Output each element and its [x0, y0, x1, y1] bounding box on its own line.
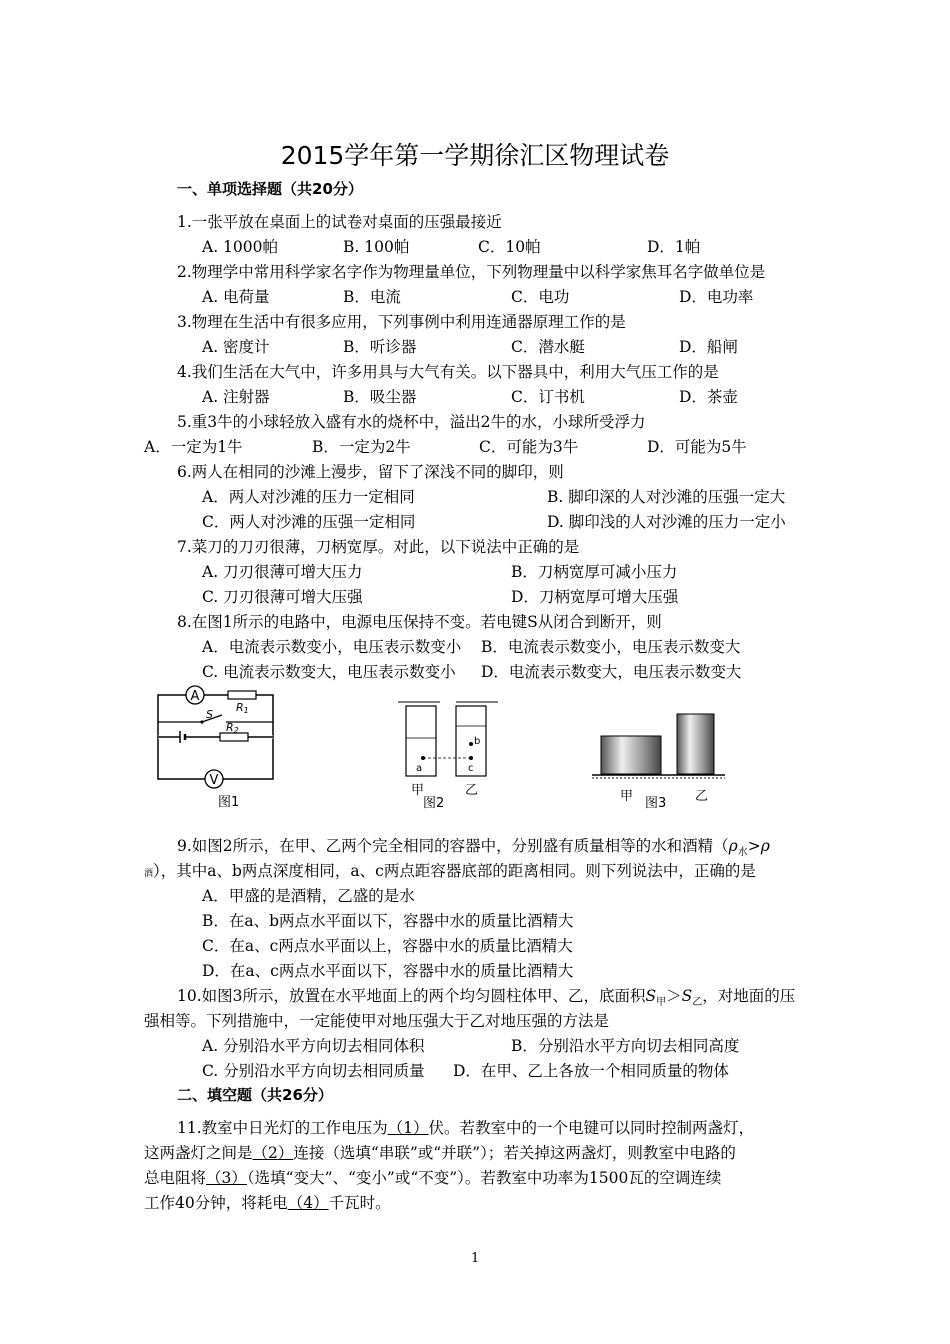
cylinder-yi: [677, 714, 714, 774]
q10-option-b: B．分别沿水平方向切去相同高度: [511, 1037, 740, 1055]
q5-stem: 5.重3牛的小球轻放入盛有水的烧杯中，溢出2牛的水，小球所受浮力: [177, 413, 646, 431]
answer-blank-2[interactable]: （2）: [252, 1144, 294, 1162]
q6-option-a: A．两人对沙滩的压力一定相同: [202, 488, 415, 506]
q10-option-a: A. 分别沿水平方向切去相同体积: [202, 1037, 425, 1055]
figure-3-label-jia: 甲: [620, 789, 634, 804]
figure-1-circuit: [158, 686, 273, 810]
cylinder-jia: [601, 736, 661, 774]
q10-stem-line-2: 强相等。下列措施中，一定能使甲对地压强大于乙对地压强的方法是: [144, 1012, 610, 1030]
point-a-label: a: [416, 763, 423, 774]
q4-option-d: D．茶壶: [679, 388, 738, 406]
answer-blank-4[interactable]: （4）: [287, 1194, 329, 1212]
q1-option-a: A. 1000帕: [202, 238, 278, 256]
q9-option-c: C．在a、c两点水平面以上，容器中水的质量比酒精大: [202, 937, 573, 955]
figure-1-caption: 图1: [218, 795, 240, 810]
r2-label: R2: [226, 721, 239, 735]
q4-option-a: A. 注射器: [202, 388, 270, 406]
q2-option-c: C．电功: [511, 288, 570, 306]
q10-stem-line-1: 10.如图3所示，放置在水平地面上的两个均匀圆柱体甲、乙，底面积$S_甲>S_乙$，对地面的压: [177, 987, 796, 1009]
q7-option-c: C. 刀刃很薄可增大压强: [202, 588, 363, 606]
q3-option-d: D．船闸: [679, 338, 738, 356]
page-title: 2015学年第一学期徐汇区物理试卷: [280, 141, 670, 170]
q8-option-d: D．电流表示数变大，电压表示数变大: [481, 663, 742, 681]
page-number: 1: [471, 1251, 480, 1266]
figure-3-cylinders: [592, 714, 725, 811]
figure-3-label-yi: 乙: [695, 789, 709, 804]
q8-option-a: A．电流表示数变小，电压表示数变小: [202, 638, 462, 656]
figure-2-containers: [398, 702, 498, 811]
resistor-r1: [228, 691, 256, 699]
q3-option-b: B．听诊器: [343, 338, 417, 356]
q2-stem: 2.物理学中常用科学家名字作为物理量单位，下列物理量中以科学家焦耳名字做单位是: [177, 263, 766, 281]
q7-stem: 7.菜刀的刀刃很薄，刀柄宽厚。对此，以下说法中正确的是: [177, 538, 580, 556]
point-a: [421, 756, 425, 760]
figure-2-caption: 图2: [423, 796, 445, 811]
figure-3-caption: 图3: [645, 796, 667, 811]
q4-option-c: C．订书机: [511, 388, 585, 406]
section-heading-fill: 二、填空题（共26分）: [177, 1086, 333, 1104]
q6-option-c: C．两人对沙滩的压强一定相同: [202, 513, 416, 531]
q9-option-b: B．在a、b两点水平面以下，容器中水的质量比酒精大: [202, 912, 574, 930]
q4-option-b: B．吸尘器: [343, 388, 417, 406]
q9-option-d: D．在a、c两点水平面以下，容器中水的质量比酒精大: [202, 962, 574, 980]
q5-option-c: C．可能为3牛: [479, 438, 579, 456]
q11-line-3: 总电阻将（3）（选填“变大”、“变小”或“不变”）。若教室中功率为1500瓦的空调连续: [144, 1169, 722, 1187]
q3-option-c: C．潜水艇: [511, 338, 585, 356]
section-heading-choice: 一、单项选择题（共20分）: [177, 180, 363, 198]
switch-label: S: [206, 708, 213, 721]
q9-stem-line-1: 9.如图2所示，在甲、乙两个完全相同的容器中，分别盛有质量相等的水和酒精（$\rho_水>\rho$: [177, 837, 770, 859]
q11-line-4: 工作40分钟，将耗电（4）千瓦时。: [144, 1194, 391, 1212]
q4-stem: 4.我们生活在大气中，许多用具与大气有关。以下器具中，利用大气压工作的是: [177, 363, 719, 381]
q8-option-b: B．电流表示数变小，电压表示数变大: [481, 638, 741, 656]
q5-option-b: B．一定为2牛: [312, 438, 411, 456]
q3-option-a: A. 密度计: [202, 338, 270, 356]
ammeter-label: A: [190, 689, 200, 704]
q1-option-d: D．1帕: [647, 238, 701, 256]
q9-option-a: A．甲盛的是酒精，乙盛的是水: [202, 887, 415, 905]
r1-label: R1: [236, 701, 249, 715]
q10-option-c: C. 分别沿水平方向切去相同质量: [202, 1062, 425, 1080]
q1-option-b: B. 100帕: [343, 238, 410, 256]
q8-stem: 8.在图1所示的电路中，电源电压保持不变。若电键S从闭合到断开，则: [177, 613, 662, 631]
figure-2-label-yi: 乙: [465, 783, 479, 798]
q2-option-d: D．电功率: [679, 288, 754, 306]
q11-line-2: 这两盏灯之间是（2）连接（选填“串联”或“并联”）；若关掉这两盏灯，则教室中电路的: [144, 1144, 736, 1162]
q2-option-b: B．电流: [343, 288, 401, 306]
q9-stem-line-2: 酒），其中a、b两点深度相同，a、c两点距容器底部的距离相同。则下列说法中，正确的是: [144, 862, 756, 880]
figure-2-label-jia: 甲: [411, 783, 425, 798]
q1-option-c: C．10帕: [478, 238, 541, 256]
q11-line-1: 11.教室中日光灯的工作电压为（1）伏。若教室中的一个电键可以同时控制两盏灯，: [177, 1119, 755, 1137]
voltmeter-label: V: [209, 773, 219, 788]
figures-row: [140, 680, 780, 815]
q10-option-d: D．在甲、乙上各放一个相同质量的物体: [453, 1062, 729, 1080]
q2-option-a: A. 电荷量: [202, 288, 270, 306]
point-c-label: c: [468, 763, 474, 774]
answer-blank-1[interactable]: （1）: [387, 1119, 429, 1137]
q5-option-a: A．一定为1牛: [144, 438, 243, 456]
q5-option-d: D．可能为5牛: [647, 438, 747, 456]
q7-option-a: A. 刀刃很薄可增大压力: [202, 563, 363, 581]
point-b: [469, 742, 473, 746]
q6-option-b: B. 脚印深的人对沙滩的压强一定大: [547, 488, 786, 506]
q8-option-c: C. 电流表示数变大，电压表示数变小: [202, 663, 456, 681]
q3-stem: 3.物理在生活中有很多应用，下列事例中利用连通器原理工作的是: [177, 313, 626, 331]
point-b-label: b: [474, 736, 481, 747]
q7-option-d: D．刀柄宽厚可增大压强: [511, 588, 679, 606]
q1-stem: 1.一张平放在桌面上的试卷对桌面的压强最接近: [177, 213, 502, 231]
q6-option-d: D. 脚印浅的人对沙滩的压力一定小: [547, 513, 786, 531]
q6-stem: 6.两人在相同的沙滩上漫步，留下了深浅不同的脚印，则: [177, 463, 564, 481]
answer-blank-3[interactable]: （3）: [206, 1169, 247, 1187]
q7-option-b: B．刀柄宽厚可减小压力: [511, 563, 678, 581]
point-c: [469, 756, 473, 760]
